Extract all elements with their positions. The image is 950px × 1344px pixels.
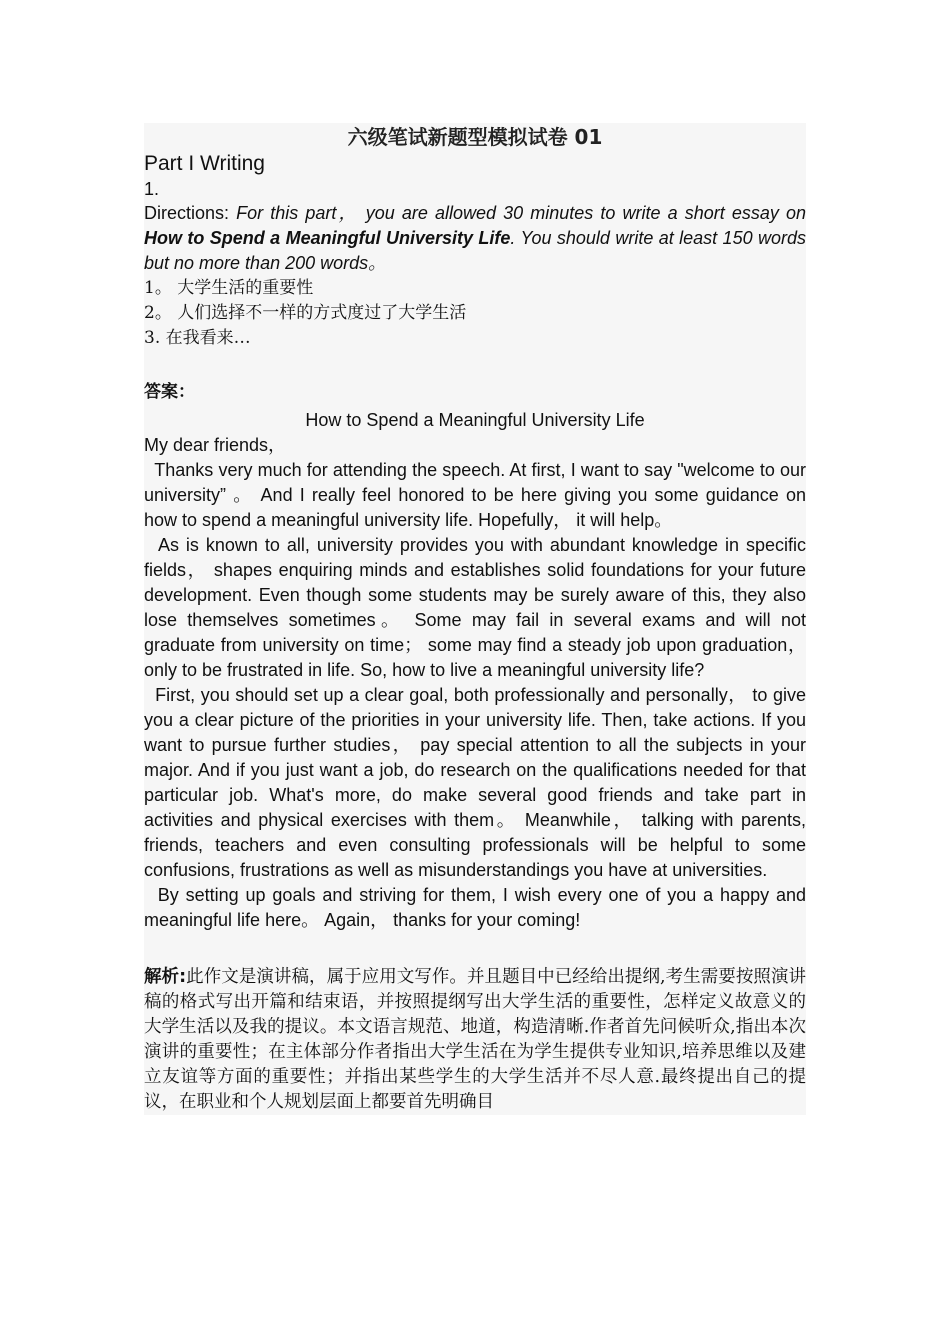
- essay-paragraph: First, you should set up a clear goal, both professionally and personally， to give you a clear picture of the priorities in your university life. Then, take actions. If you want to pursue further studies， pay special attention to all the subjects in your major. And if you just want a job, do research on the qualifications needed for that particular job. What's more, do make several good friends and take part in activities and physical exercises with them。 Meanwhile， talking with parents, friends, teachers and even consulting professionals will be helpful to some confusions, frustrations as well as misunderstandings you have at universities.: [144, 685, 806, 880]
- directions-label: Directions:: [144, 203, 230, 223]
- directions-topic: How to Spend a Meaningful University Life: [144, 228, 511, 248]
- spacer: [144, 351, 806, 376]
- directions-paragraph: [144, 201, 806, 276]
- essay-paragraph: Thanks very much for attending the speech. At first, I want to say "welcome to our university” 。 And I really feel honored to be here giving you some guidance on how to spend a meaningful university life. Hopefully， it will help。: [144, 460, 806, 530]
- outline-item: 1。 大学生活的重要性: [144, 278, 314, 298]
- essay-salutation: My dear friends，: [144, 435, 287, 455]
- part-heading: Part I Writing: [144, 152, 265, 175]
- essay-paragraph: As is known to all, university provides you with abundant knowledge in specific fields， shapes enquiring minds and establishes solid foundations for your future development. Even though some students may be surely aware of this, they also lose themselves sometimes。 Some may fail in several exams and will not graduate from university on time； some may find a steady job upon graduation， only to be frustrated in life. So, how to live a meaningful university life?: [144, 535, 806, 680]
- essay-title: How to Spend a Meaningful University Life: [305, 410, 645, 430]
- outline-list: [144, 276, 806, 351]
- essay-paragraph: By setting up goals and striving for them, I wish every one of you a happy and meaningful life here。 Again， thanks for your coming!: [144, 885, 806, 930]
- question-number: 1.: [144, 179, 160, 199]
- outline-item: 3. 在我看来…: [144, 328, 251, 348]
- answer-label: 答案：: [144, 382, 195, 402]
- spacer: [144, 933, 806, 965]
- page-title: 六级笔试新题型模拟试卷 01: [347, 125, 603, 149]
- analysis-label: 解析:: [144, 967, 187, 987]
- directions-text-a: For this part， you are allowed 30 minutes to write a short essay on: [236, 203, 806, 223]
- outline-item: 2。 人们选择不一样的方式度过了大学生活: [144, 303, 467, 323]
- analysis-paragraph: [144, 965, 806, 1115]
- directions-text-b: . You should write at least 150 words but no more than 200 words。: [144, 228, 807, 273]
- document-content: [144, 123, 806, 1115]
- analysis-text: 此作文是演讲稿，属于应用文写作。并且题目中已经给出提纲,考生需要按照演讲稿的格式写出开篇和结束语，并按照提纲写出大学生活的重要性，怎样定义故意义的大学生活以及我的提议。本文语言规范、地道，构造清晰.作者首先问候听众,指出本次演讲的重要性；在主体部分作者指出大学生活在为学生提供专业知识,培养思维以及建立友谊等方面的重要性；并指出某些学生的大学生活并不尽人意.最终提出自己的提议，在职业和个人规划层面上都要首先明确目: [144, 967, 807, 1112]
